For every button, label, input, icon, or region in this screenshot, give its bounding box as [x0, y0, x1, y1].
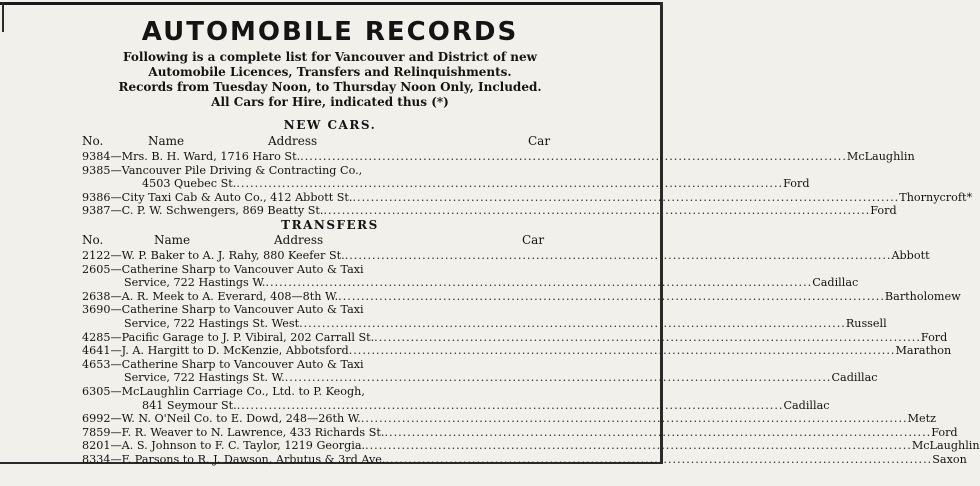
record-car: Ford: [920, 330, 948, 344]
transfers-list: [82, 249, 980, 467]
transfers-title: TRANSFERS: [281, 218, 379, 232]
record-line: [82, 289, 961, 304]
record-text: 4503 Quebec St.: [142, 177, 237, 191]
record-entry: [82, 330, 948, 345]
record-entry: [82, 204, 897, 218]
leader-dots: ........................................................................................................................: [344, 249, 892, 262]
right-border-rule: [660, 2, 663, 462]
record-text: 2605—Catherine Sharp to Vancouver Auto & Taxi: [82, 262, 364, 276]
leader-dots: ........................................................................................................................: [348, 344, 896, 358]
leader-dots: ........................................................................................................................: [338, 289, 885, 303]
record-text: 9384—Mrs. B. H. Ward, 1716 Haro St.: [82, 150, 301, 163]
leader-dots: ........................................................................................................................: [365, 439, 912, 453]
record-entry: [82, 425, 958, 440]
leader-dots: ........................................................................................................................: [299, 316, 846, 330]
record-text: 6305—McLaughlin Carriage Co., Ltd. to P. Keogh,: [82, 384, 365, 398]
record-line: [82, 330, 948, 345]
record-car: Ford: [783, 177, 810, 191]
record-entry: [82, 289, 961, 304]
record-car: Abbott: [891, 249, 930, 262]
record-line: [82, 439, 980, 453]
headline: AUTOMOBILE RECORDS: [141, 17, 519, 47]
record-entry: [82, 150, 915, 164]
record-text: 9385—Vancouver Pile Driving & Contracting Co.,: [82, 163, 363, 177]
record-text: 7859—F. R. Weaver to N. Lawrence, 433 Richards St.: [82, 425, 385, 439]
record-entry: [82, 344, 952, 358]
record-line: [82, 425, 958, 440]
record-line: [82, 150, 915, 164]
leader-dots: ........................................................................................................................: [374, 330, 921, 344]
record-car: Russell: [845, 316, 887, 330]
record-car: Marathon: [895, 344, 952, 358]
record-car: Thornycroft*: [899, 190, 973, 204]
column-header-name: Name: [154, 233, 191, 247]
record-entry: [82, 262, 859, 290]
record-text: Service, 722 Hastings St. W.: [124, 371, 285, 385]
record-entry: [82, 249, 930, 263]
record-line: [82, 164, 570, 178]
record-text: Service, 722 Hastings W.: [124, 276, 266, 290]
record-entry: [82, 412, 937, 426]
record-text: 3690—Catherine Sharp to Vancouver Auto & Taxi: [82, 303, 364, 317]
record-entry: [82, 190, 973, 205]
leader-dots: ........................................................................................................................: [323, 204, 871, 218]
record-entry: [82, 452, 967, 467]
record-line: [82, 412, 937, 426]
record-line: [82, 263, 570, 277]
intro-line: Following is a complete list for Vancouver and District of new: [123, 50, 537, 64]
column-header-address: Address: [268, 134, 318, 148]
record-car: Cadillac: [831, 371, 878, 385]
record-car: Cadillac: [783, 398, 830, 412]
record-line: [82, 249, 930, 263]
column-header-address: Address: [274, 233, 324, 247]
new-cars-column-headers: [82, 134, 570, 149]
record-line: [82, 190, 973, 205]
record-car: McLaughlin: [911, 439, 980, 453]
record-line: [82, 204, 897, 218]
record-car: Saxon: [932, 452, 967, 466]
intro-line: All Cars for Hire, indicated thus (*): [211, 95, 449, 109]
leader-dots: ........................................................................................................................: [236, 177, 784, 191]
record-car: Ford: [931, 425, 958, 439]
record-text: 4285—Pacific Garage to J. P. Vibiral, 202 Carrall St.: [82, 330, 375, 344]
record-continuation-line: [82, 316, 887, 331]
record-line: [82, 303, 570, 317]
record-text: 8201—A. S. Johnson to F. C. Taylor, 1219 Georgia.: [82, 439, 366, 453]
record-entry: [82, 384, 830, 412]
record-text: 2122—W. P. Baker to A. J. Rahy, 880 Keefer St.: [82, 249, 345, 262]
intro-block: [60, 50, 600, 110]
record-text: 9387—C. P. W. Schwengers, 869 Beatty St.: [82, 204, 324, 218]
leader-dots: ........................................................................................................................: [360, 412, 908, 426]
record-car: Cadillac: [812, 276, 859, 290]
top-border-rule: [0, 2, 660, 5]
record-continuation-line: [82, 177, 810, 191]
leader-dots: ........................................................................................................................: [265, 276, 813, 290]
record-line: [82, 358, 570, 372]
column-header-name: Name: [148, 134, 185, 148]
record-continuation-line: [82, 371, 878, 385]
record-continuation-line: [82, 276, 859, 290]
record-continuation-line: [82, 398, 830, 413]
leader-dots: ........................................................................................................................: [284, 371, 832, 385]
record-line: [82, 385, 570, 399]
record-text: 841 Seymour St.: [142, 398, 237, 412]
record-text: 6992—W. N. O'Neil Co. to E. Dowd, 248—26th W.: [82, 412, 361, 426]
record-car: Metz: [907, 412, 937, 426]
record-line: [82, 452, 967, 467]
new-cars-list: [82, 150, 973, 218]
record-entry: [82, 357, 878, 385]
record-text: 8334—F. Parsons to R. J. Dawson, Arbutus & 3rd Ave.: [82, 452, 386, 466]
column-header-no: No.: [82, 134, 104, 148]
record-entry: [82, 163, 810, 191]
column-header-car: Car: [522, 233, 545, 247]
column-header-no: No.: [82, 233, 104, 247]
record-car: Bartholomew: [884, 289, 961, 303]
leader-dots: ........................................................................................................................: [352, 190, 900, 204]
intro-line: Records from Tuesday Noon, to Thursday Noon Only, Included.: [118, 80, 542, 94]
leader-dots: ........................................................................................................................: [384, 425, 932, 439]
record-text: Service, 722 Hastings St. West: [124, 316, 300, 330]
transfers-column-headers: [82, 233, 570, 248]
leader-dots: ........................................................................................................................: [300, 150, 847, 163]
record-line: [82, 344, 952, 358]
record-text: 4653—Catherine Sharp to Vancouver Auto & Taxi: [82, 357, 364, 371]
record-car: McLaughlin: [846, 150, 915, 163]
record-text: 9386—City Taxi Cab & Auto Co., 412 Abbott St.: [82, 190, 353, 204]
record-entry: [82, 439, 980, 453]
new-cars-title: NEW CARS.: [283, 118, 377, 132]
record-text: 2638—A. R. Meek to A. Everard, 408—8th W.: [82, 289, 339, 303]
leader-dots: ........................................................................................................................: [236, 398, 784, 412]
column-header-car: Car: [528, 134, 551, 148]
intro-line: Automobile Licences, Transfers and Relinquishments.: [148, 65, 512, 79]
leader-dots: ........................................................................................................................: [385, 452, 933, 466]
record-text: 4641—J. A. Hargitt to D. McKenzie, Abbotsford: [82, 344, 349, 358]
record-entry: [82, 303, 887, 330]
record-car: Ford: [870, 204, 897, 218]
